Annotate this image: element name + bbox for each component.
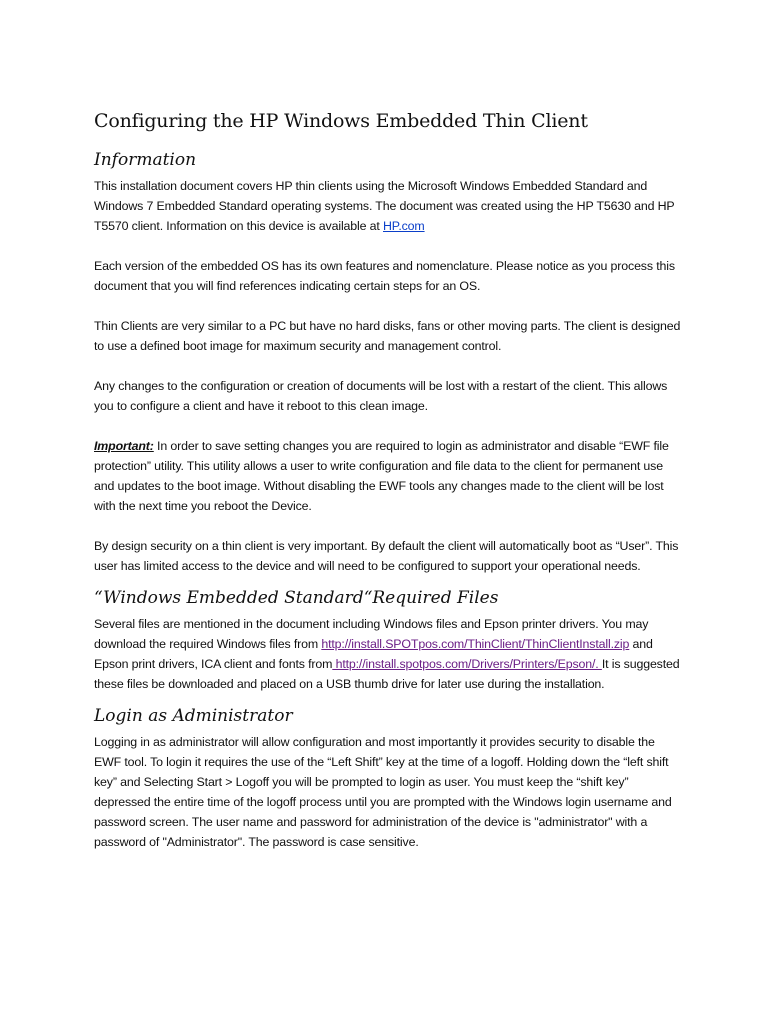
paragraph-thin-client-description: Thin Clients are very similar to a PC but have no hard disks, fans or other moving parts. The client is designed to use a defined boot image for maximum security and management control.: [94, 319, 681, 353]
paragraph-important: [94, 436, 684, 516]
thin-client-install-link[interactable]: http://install.SPOTpos.com/ThinClient/ThinClientInstall.zip: [321, 637, 630, 651]
hp-com-link[interactable]: HP.com: [383, 219, 425, 233]
important-label: Important:: [94, 439, 154, 453]
required-files-text-1: Several files are mentioned in the document including Windows files and Epson printer drivers. You may download the required Windows files from: [94, 617, 649, 651]
paragraph-intro-text: This installation document covers HP thin clients using the Microsoft Windows Embedded Standard and Windows 7 Embedded Standard operating systems. The document was created using the HP T5630 and HP T5570 client. Information on this device is available at: [94, 179, 675, 233]
heading-required-files: “Windows Embedded Standard“Required Files: [94, 588, 499, 608]
paragraph-intro: [94, 176, 684, 236]
paragraph-os-versions: Each version of the embedded OS has its own features and nomenclature. Please notice as you process this document that you will find references indicating certain steps for an OS.: [94, 259, 675, 293]
paragraph-restart-notice: Any changes to the configuration or creation of documents will be lost with a restart of the client. This allows you to configure a client and have it reboot to this clean image.: [94, 379, 668, 413]
epson-drivers-link[interactable]: http://install.spotpos.com/Drivers/Printers/Epson/.: [332, 657, 602, 671]
paragraph-required-files: [94, 614, 684, 694]
required-files-text-2: and Epson print drivers, ICA client and fonts from: [94, 637, 653, 671]
important-text: In order to save setting changes you are required to login as administrator and disable “EWF file protection” utility. This utility allows a user to write configuration and file data to the client for permanent use and updates to the boot image. Without disabling the EWF tools any changes made to the client will be lost with the next time you reboot the Device.: [94, 439, 669, 513]
paragraph-security: By design security on a thin client is very important. By default the client will automatically boot as “User”. This user has limited access to the device and will need to be configured to support your operational needs.: [94, 539, 679, 573]
paragraph-login-administrator: Logging in as administrator will allow configuration and most importantly it provides security to disable the EWF tool. To login it requires the use of the “Left Shift” key at the time of a logoff. Holding down the “left shift key” and Selecting Start > Logoff you will be prompted to login as user. You must keep the “shift key” depressed the entire time of the logoff process until you are prompted with the Windows login username and password screen. The user name and password for administration of the device is "administrator" with a password of "Administrator". The password is case sensitive.: [94, 735, 672, 849]
document-title: Configuring the HP Windows Embedded Thin Client: [94, 110, 588, 132]
document-page: [94, 108, 684, 872]
heading-information: Information: [94, 150, 197, 170]
heading-login-administrator: Login as Administrator: [94, 706, 293, 726]
required-files-text-3: It is suggested these files be downloaded and placed on a USB thumb drive for later use during the installation.: [94, 657, 680, 691]
